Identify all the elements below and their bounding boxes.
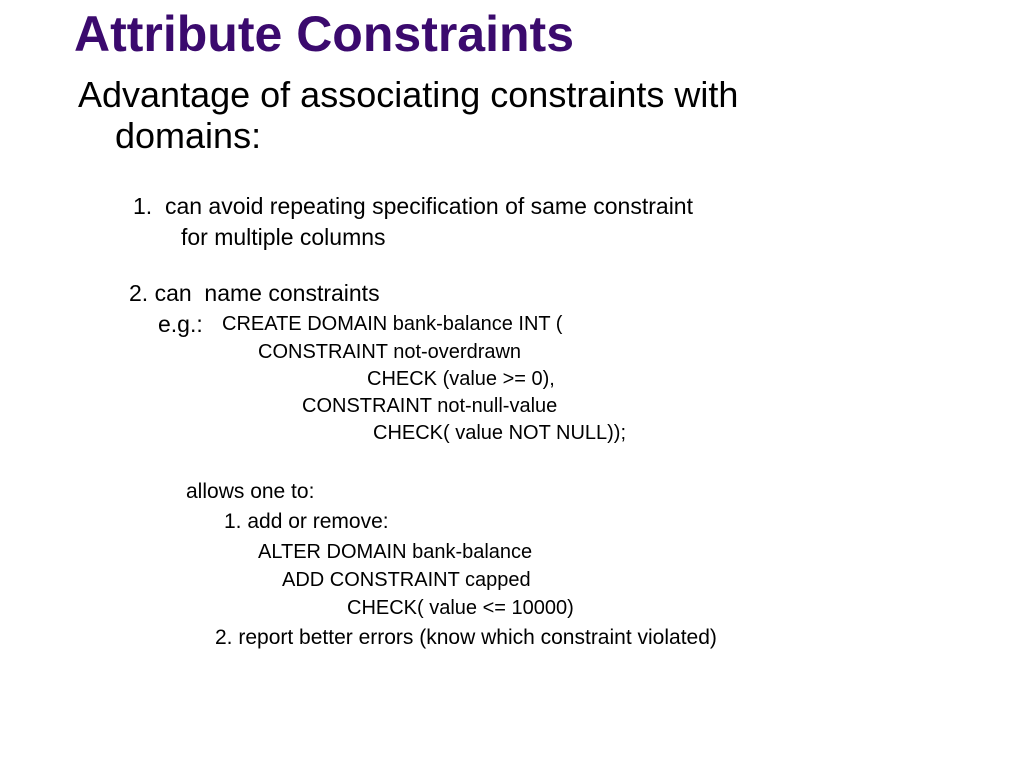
alter-code-line-2: ADD CONSTRAINT capped bbox=[282, 569, 531, 591]
code-line-5: CHECK( value NOT NULL)); bbox=[373, 422, 627, 444]
allows-label: allows one to: bbox=[186, 480, 315, 503]
alter-code-line-1: ALTER DOMAIN bank-balance bbox=[258, 541, 533, 563]
allow-item-2: 2. report better errors (know which constraint violated) bbox=[215, 626, 717, 649]
allow-item-1: 1. add or remove: bbox=[224, 510, 389, 533]
alter-code-line-3: CHECK( value <= 10000) bbox=[347, 597, 574, 619]
slide-title: Attribute Constraints bbox=[74, 6, 574, 62]
code-line-4: CONSTRAINT not-null-value bbox=[302, 395, 558, 417]
code-line-3: CHECK (value >= 0), bbox=[367, 368, 555, 390]
point-1-line-1: 1. can avoid repeating specification of same constraint bbox=[133, 193, 693, 219]
intro-line-2: domains: bbox=[115, 115, 262, 156]
intro-line-1: Advantage of associating constraints with bbox=[78, 74, 739, 115]
code-line-2: CONSTRAINT not-overdrawn bbox=[258, 341, 522, 363]
point-2: 2. can name constraints bbox=[129, 280, 380, 306]
code-line-1: CREATE DOMAIN bank-balance INT ( bbox=[222, 313, 563, 335]
point-1-line-2: for multiple columns bbox=[181, 224, 386, 250]
example-prefix: e.g.: bbox=[158, 311, 203, 337]
